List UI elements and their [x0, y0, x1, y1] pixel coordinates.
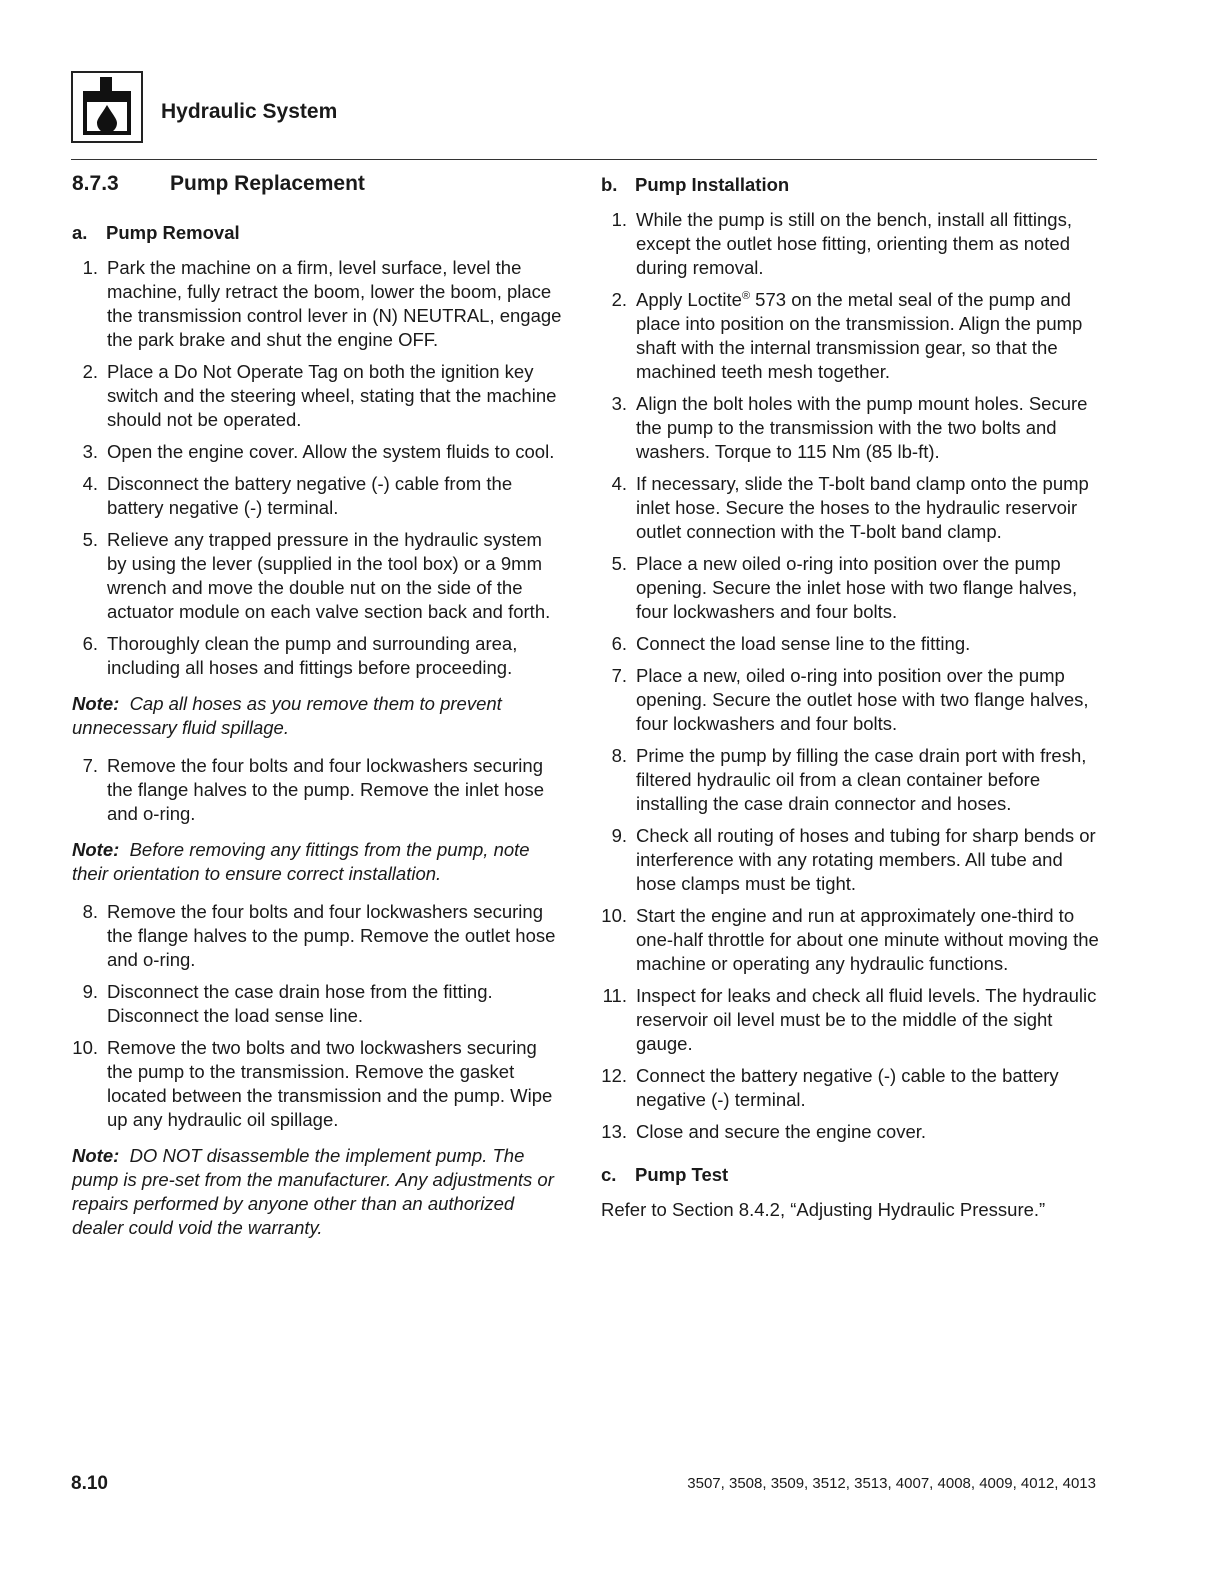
- step-number: 7.: [82, 755, 98, 776]
- list-item: [72, 472, 564, 520]
- step-number: 9.: [611, 825, 627, 846]
- note-text: DO NOT disassemble the implement pump. The pump is pre-set from the manufacturer. Any adjustments or repairs performed by anyone other than an authorized dealer could void the warranty.: [72, 1145, 554, 1238]
- list-item: [601, 904, 1099, 976]
- step-text: Remove the four bolts and four lockwashers securing the flange halves to the pump. Remove the inlet hose and o-ring.: [107, 755, 545, 824]
- list-item: [601, 632, 1099, 656]
- list-item: [601, 984, 1099, 1056]
- subsection-letter: a.: [72, 222, 88, 243]
- list-item: [601, 552, 1099, 624]
- subsection-heading-removal: [72, 222, 564, 244]
- subsection-title: Pump Installation: [635, 174, 790, 195]
- step-number: 5.: [82, 529, 98, 550]
- registered-mark: ®: [741, 290, 751, 302]
- step-number: 9.: [82, 981, 98, 1002]
- step-text: Connect the load sense line to the fitting.: [636, 633, 971, 654]
- note-text: Cap all hoses as you remove them to prevent unnecessary fluid spillage.: [72, 693, 502, 738]
- step-number: 3.: [611, 393, 627, 414]
- step-text: Inspect for leaks and check all fluid levels. The hydraulic reservoir oil level must be to the middle of the sight gauge.: [636, 985, 1097, 1054]
- step-text: Place a new oiled o-ring into position over the pump opening. Secure the inlet hose with two flange halves, four lockwashers and four bolts.: [636, 553, 1078, 622]
- step-text-part: 573 on the metal seal of the pump and place into position on the transmission. Align the pump shaft with the internal transmission gear, so that the machined teeth mesh together.: [636, 289, 1083, 382]
- step-text: Check all routing of hoses and tubing for sharp bends or interference with any rotating members. All tube and hose clamps must be tight.: [636, 825, 1096, 894]
- note-label: Note:: [72, 1145, 120, 1166]
- model-numbers: 3507, 3508, 3509, 3512, 3513, 4007, 4008, 4009, 4012, 4013: [687, 1475, 1096, 1492]
- pump-test-text: Refer to Section 8.4.2, “Adjusting Hydraulic Pressure.”: [601, 1199, 1046, 1220]
- page-number: 8.10: [71, 1473, 108, 1494]
- list-item: [601, 1120, 1099, 1144]
- step-text: Prime the pump by filling the case drain port with fresh, filtered hydraulic oil from a clean container before installing the case drain connector and hoses.: [636, 745, 1087, 814]
- list-item: [601, 664, 1099, 736]
- header-divider: [71, 159, 1097, 160]
- step-number: 8.: [82, 901, 98, 922]
- step-number: 4.: [611, 473, 627, 494]
- note-label: Note:: [72, 839, 120, 860]
- step-text: Open the engine cover. Allow the system fluids to cool.: [107, 441, 555, 462]
- note-fitting-orientation: [72, 838, 564, 886]
- right-column: [601, 170, 1099, 1222]
- step-number: 7.: [611, 665, 627, 686]
- list-item: [72, 754, 564, 826]
- step-text: Align the bolt holes with the pump mount holes. Secure the pump to the transmission with the two bolts and washers. Torque to 115 Nm (85 lb-ft).: [636, 393, 1088, 462]
- step-number: 12.: [601, 1065, 627, 1086]
- step-text: Thoroughly clean the pump and surrounding area, including all hoses and fittings before proceeding.: [107, 633, 518, 678]
- step-number: 11.: [602, 985, 627, 1006]
- list-item: [72, 528, 564, 624]
- step-number: 8.: [611, 745, 627, 766]
- step-text: [636, 288, 1099, 384]
- subsection-title: Pump Removal: [106, 222, 240, 243]
- step-text: Connect the battery negative (-) cable to the battery negative (-) terminal.: [636, 1065, 1059, 1110]
- section-heading: [72, 172, 564, 196]
- list-item: [601, 208, 1099, 280]
- list-item: [601, 1064, 1099, 1112]
- step-number: 13.: [601, 1121, 627, 1142]
- step-number: 2.: [82, 361, 98, 382]
- list-item: [601, 288, 1099, 384]
- step-text: Place a Do Not Operate Tag on both the ignition key switch and the steering wheel, stating that the machine should not be operated.: [107, 361, 557, 430]
- step-number: 3.: [82, 441, 98, 462]
- list-item: [601, 472, 1099, 544]
- step-number: 6.: [82, 633, 98, 654]
- step-text: Place a new, oiled o-ring into position over the pump opening. Secure the outlet hose with two flange halves, four lockwashers and four bolts.: [636, 665, 1089, 734]
- list-item: [72, 440, 564, 464]
- removal-steps-8-10: [72, 900, 564, 1132]
- page-header-title: Hydraulic System: [161, 100, 338, 123]
- list-item: [601, 744, 1099, 816]
- list-item: [72, 632, 564, 680]
- subsection-heading-test: [601, 1164, 1099, 1186]
- section-number: 8.7.3: [72, 172, 119, 195]
- step-number: 2.: [611, 289, 627, 310]
- step-number: 1.: [611, 209, 627, 230]
- step-text: Remove the two bolts and two lockwashers securing the pump to the transmission. Remove the gasket located between the transmission and the pump. Wipe up any hydraulic oil spillage.: [107, 1037, 553, 1130]
- step-number: 10.: [601, 905, 627, 926]
- note-cap-hoses: [72, 692, 564, 740]
- step-text: Disconnect the battery negative (-) cable from the battery negative (-) terminal.: [107, 473, 513, 518]
- step-number: 1.: [82, 257, 98, 278]
- list-item: [72, 900, 564, 972]
- step-number: 10.: [72, 1037, 98, 1058]
- step-text-part: Apply Loctite: [636, 289, 742, 310]
- subsection-heading-installation: [601, 174, 1099, 196]
- step-number: 4.: [82, 473, 98, 494]
- subsection-letter: c.: [601, 1164, 617, 1185]
- list-item: [72, 980, 564, 1028]
- list-item: [601, 824, 1099, 896]
- list-item: [72, 256, 564, 352]
- step-text: Start the engine and run at approximately one-third to one-half throttle for about one minute without moving the machine or operating any hydraulic functions.: [636, 905, 1099, 974]
- list-item: [72, 360, 564, 432]
- section-title: Pump Replacement: [170, 172, 365, 195]
- list-item: [72, 1036, 564, 1132]
- left-column: [72, 170, 564, 1254]
- step-text: Remove the four bolts and four lockwashers securing the flange halves to the pump. Remove the outlet hose and o-ring.: [107, 901, 556, 970]
- removal-steps-7: [72, 754, 564, 826]
- subsection-title: Pump Test: [635, 1164, 729, 1185]
- note-label: Note:: [72, 693, 120, 714]
- step-text: While the pump is still on the bench, install all fittings, except the outlet hose fitting, orienting them as noted during removal.: [636, 209, 1072, 278]
- step-text: Relieve any trapped pressure in the hydraulic system by using the lever (supplied in the tool box) or a 9mm wrench and move the double nut on the side of the actuator module on each valve section back and forth.: [107, 529, 551, 622]
- step-text: Disconnect the case drain hose from the fitting. Disconnect the load sense line.: [107, 981, 493, 1026]
- step-number: 6.: [611, 633, 627, 654]
- step-text: If necessary, slide the T-bolt band clamp onto the pump inlet hose. Secure the hoses to the hydraulic reservoir outlet connection with the T-bolt band clamp.: [636, 473, 1089, 542]
- note-do-not-disassemble: [72, 1144, 564, 1240]
- note-text: Before removing any fittings from the pump, note their orientation to ensure correct installation.: [72, 839, 530, 884]
- step-text: Park the machine on a firm, level surface, level the machine, fully retract the boom, lower the boom, place the transmission control lever in (N) NEUTRAL, engage the park brake and shut the engine OFF.: [107, 257, 562, 350]
- list-item: [601, 392, 1099, 464]
- hydraulic-system-icon: [71, 71, 143, 143]
- step-number: 5.: [611, 553, 627, 574]
- subsection-letter: b.: [601, 174, 618, 195]
- installation-steps: [601, 208, 1099, 1144]
- removal-steps-1-6: [72, 256, 564, 680]
- step-text: Close and secure the engine cover.: [636, 1121, 927, 1142]
